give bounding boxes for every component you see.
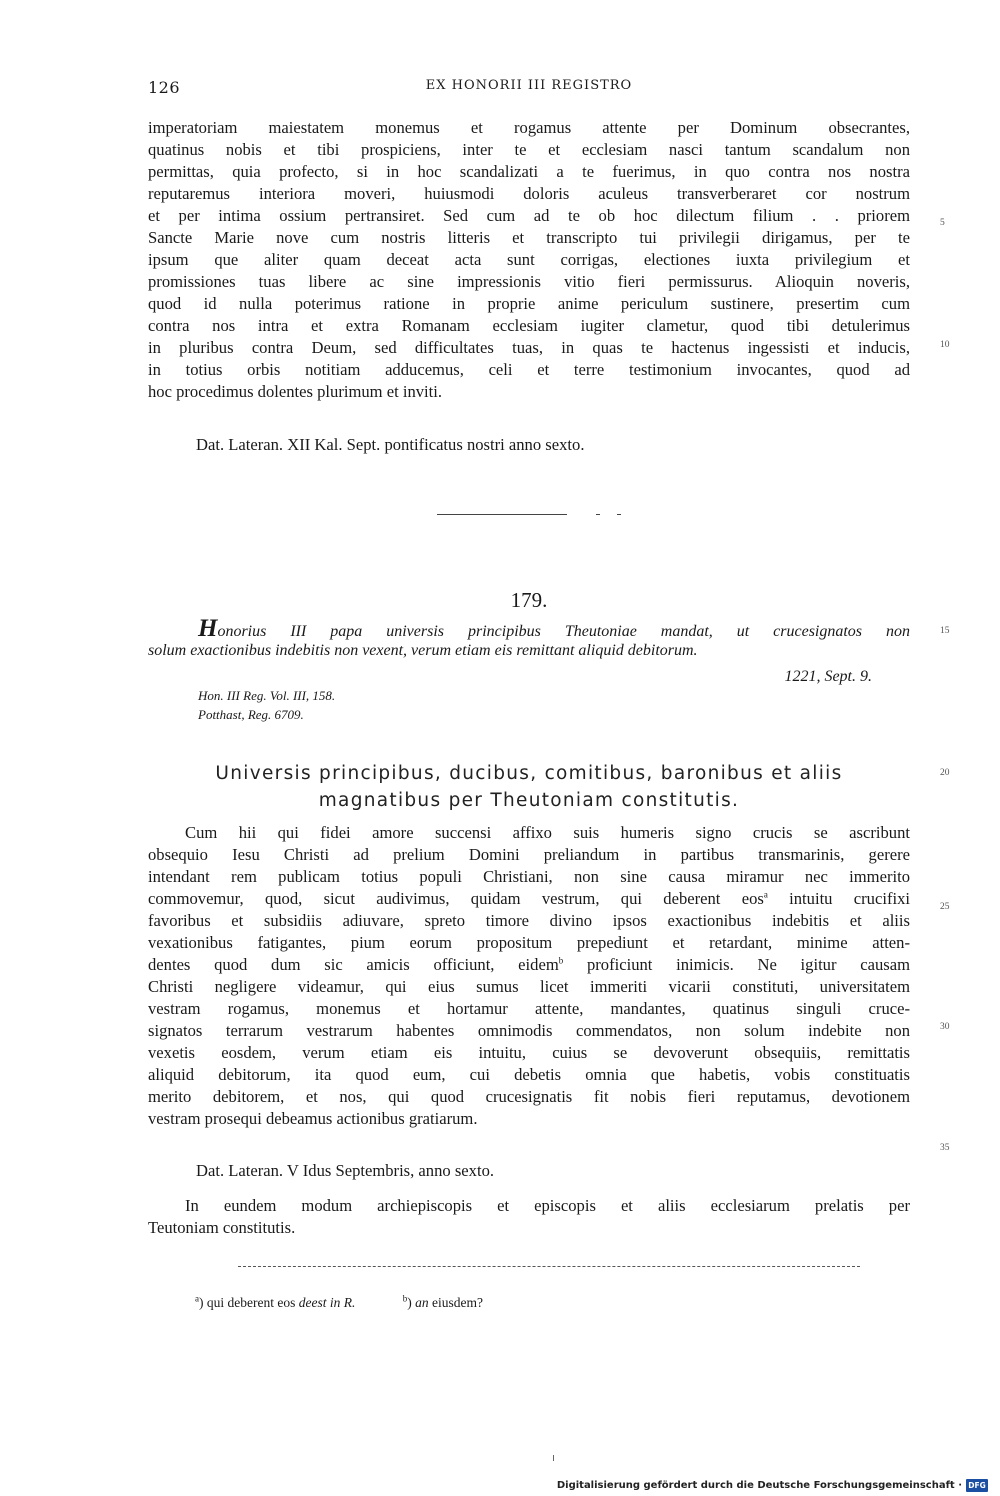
eundem-note xyxy=(148,1195,910,1239)
text-line: imperatoriam maiestatem monemus et rogamus attente per Dominum obsecrantes, xyxy=(148,118,910,137)
footnote-italic: an xyxy=(415,1295,429,1310)
regest-initial: H xyxy=(198,615,218,642)
footnote-divider xyxy=(238,1266,860,1267)
text-line: intendant rem publicam totius populi Christiani, non sine causa miramur nec immerito xyxy=(148,867,910,886)
text-line: in totius orbis notitiam adducemus, celi et terre testimonium invocantes, quod ad xyxy=(148,360,910,379)
footnote-a xyxy=(195,1295,355,1311)
digitization-credit xyxy=(557,1477,988,1493)
section-divider xyxy=(437,514,567,515)
address xyxy=(148,760,910,814)
text-line: obsequio Iesu Christi ad prelium Domini preliandum in partibus transmarinis, gerere xyxy=(148,845,910,864)
line-number: 25 xyxy=(940,902,950,912)
footnote-mark: a xyxy=(763,889,768,900)
text-segment: dentes quod dum sic amicis officiunt, eidem xyxy=(148,955,559,974)
text-line xyxy=(148,954,910,976)
text-line: vexetis eosdem, verum etiam eis intuitu, cuius se devoverunt obsequiis, remittatis xyxy=(148,1043,910,1062)
divider-dot xyxy=(596,514,600,515)
page-number: 126 xyxy=(148,78,181,97)
intro-paragraph xyxy=(148,117,910,403)
footnote-mark: a xyxy=(195,1293,199,1304)
text-line: Christi negligere videamur, qui eius sumus licet immeriti vicarii constituti, universitatem xyxy=(148,977,910,996)
regest xyxy=(148,615,910,662)
address-line: Universis principibus, ducibus, comitibus, baronibus et aliis xyxy=(215,763,843,784)
text-line: hoc procedimus dolentes plurimum et inviti. xyxy=(148,382,443,401)
text-line: promissiones tuas libere ac sine impressionis vitio fieri permissurus. Alioquin noveris, xyxy=(148,272,910,291)
document-number: 179. xyxy=(510,588,548,612)
text-line: reputaremus interiora moveri, huiusmodi doloris aculeus transverberaret cor nostrum xyxy=(148,184,910,203)
document-dating xyxy=(148,1160,910,1182)
text-line: quatinus nobis et tibi prospiciens, inter te et ecclesiam nasci tantum scandalum non xyxy=(148,140,910,159)
text-line: et per intima ossium pertransiret. Sed cum ad te ob hoc dilectum filium . . priorem xyxy=(148,206,910,225)
text-segment: proficiunt inimicis. Ne igitur causam xyxy=(563,955,910,974)
regest-line xyxy=(198,615,910,642)
footnote-text: ) qui deberent eos xyxy=(199,1295,299,1310)
line-number: 20 xyxy=(940,768,950,778)
text-line: permittas, quia profecto, si in hoc scandalizati a te fuerimus, in quo contra nos nostra xyxy=(148,162,910,181)
sources xyxy=(198,686,335,724)
text-segment: intuitu crucifixi xyxy=(767,889,910,908)
line-number: 35 xyxy=(940,1143,950,1153)
footnote-text: ) xyxy=(407,1295,416,1310)
divider-dot xyxy=(617,514,621,515)
footnote-italic: deest in R. xyxy=(298,1295,356,1310)
line-number: 10 xyxy=(940,340,950,350)
regest-text: onorius III papa universis principibus Theutoniae mandat, ut crucesignatos non xyxy=(217,623,910,640)
source-reference: Potthast, Reg. 6709. xyxy=(198,707,304,722)
text-line: quod id nulla poterimus ratione in proprie anime periculum sustinere, presertim cum xyxy=(148,294,910,313)
line-number: 30 xyxy=(940,1022,950,1032)
text-line: vestram prosequi debeamus actionibus gratiarum. xyxy=(148,1109,478,1128)
text-line: favoribus et subsidiis adiuvare, spreto timore divino ipsos exactionibus indebitis et aliis xyxy=(148,911,910,930)
text-segment: commovemur, quod, sicut audivimus, quidam vestrum, qui deberent eos xyxy=(148,889,764,908)
running-title: EX HONORII III REGISTRO xyxy=(425,78,633,93)
text-line: in pluribus contra Deum, sed difficultates tuas, in quas te hactenus ingessisti et inducis, xyxy=(148,338,910,357)
footnote-b xyxy=(403,1295,483,1311)
line-number: 5 xyxy=(940,218,945,228)
dating-text: Dat. Lateran. V Idus Septembris, anno sexto. xyxy=(196,1161,495,1180)
text-line xyxy=(148,888,910,910)
document-body xyxy=(148,822,910,1130)
footnote-mark: b xyxy=(558,955,564,966)
text-line: vexationibus fatigantes, pium eorum propositum prepediunt et retardant, minime atten- xyxy=(148,933,910,952)
regest-line: solum exactionibus indebitis non vexent, verum etiam eis remittant aliquid debitorum. xyxy=(148,642,698,659)
line-number: 15 xyxy=(940,626,950,636)
text-line: In eundem modum archiepiscopis et episcopis et aliis ecclesiarum prelatis per xyxy=(185,1196,910,1215)
intro-dating xyxy=(148,434,910,456)
running-head xyxy=(148,78,910,100)
credit-text: Digitalisierung gefördert durch die Deutsche Forschungsgemeinschaft · xyxy=(556,1479,962,1491)
document-date: 1221, Sept. 9. xyxy=(784,668,872,685)
text-line: Sancte Marie nove cum nostris litteris et transcripto tui privilegii dirigamus, per te xyxy=(148,228,910,247)
text-line: ipsum que aliter quam deceat acta sunt corrigas, electiones iuxta privilegium et xyxy=(148,250,910,269)
scan-mark xyxy=(553,1455,554,1461)
text-line: merito debitorem, et nos, qui quod crucesignatis fit nobis fieri reputamus, devotionem xyxy=(148,1087,910,1106)
text-line: contra nos intra et extra Romanam ecclesiam iugiter clametur, quod tibi detulerimus xyxy=(148,316,910,335)
dating-text: Dat. Lateran. XII Kal. Sept. pontificatus nostri anno sexto. xyxy=(196,435,585,454)
footnotes xyxy=(195,1295,527,1311)
footnote-mark: b xyxy=(402,1293,408,1304)
source-reference: Hon. III Reg. Vol. III, 158. xyxy=(198,688,336,703)
text-line: vestram rogamus, monemus et hortamur attente, mandantes, quatinus singuli cruce- xyxy=(148,999,910,1018)
dfg-logo-icon: DFG xyxy=(966,1479,988,1492)
footnote-text: eiusdem? xyxy=(428,1295,483,1310)
address-line: magnatibus per Theutoniam constitutis. xyxy=(318,790,740,811)
text-line: signatos terrarum vestrarum habentes omnimodis commendatos, non solum indebite non xyxy=(148,1021,910,1040)
text-line: aliquid debitorum, ita quod eum, cui debetis omnia que habetis, vobis constituatis xyxy=(148,1065,910,1084)
text-line: Cum hii qui fidei amore succensi affixo suis humeris signo crucis se ascribunt xyxy=(185,823,910,842)
text-line: Teutoniam constitutis. xyxy=(148,1218,296,1237)
